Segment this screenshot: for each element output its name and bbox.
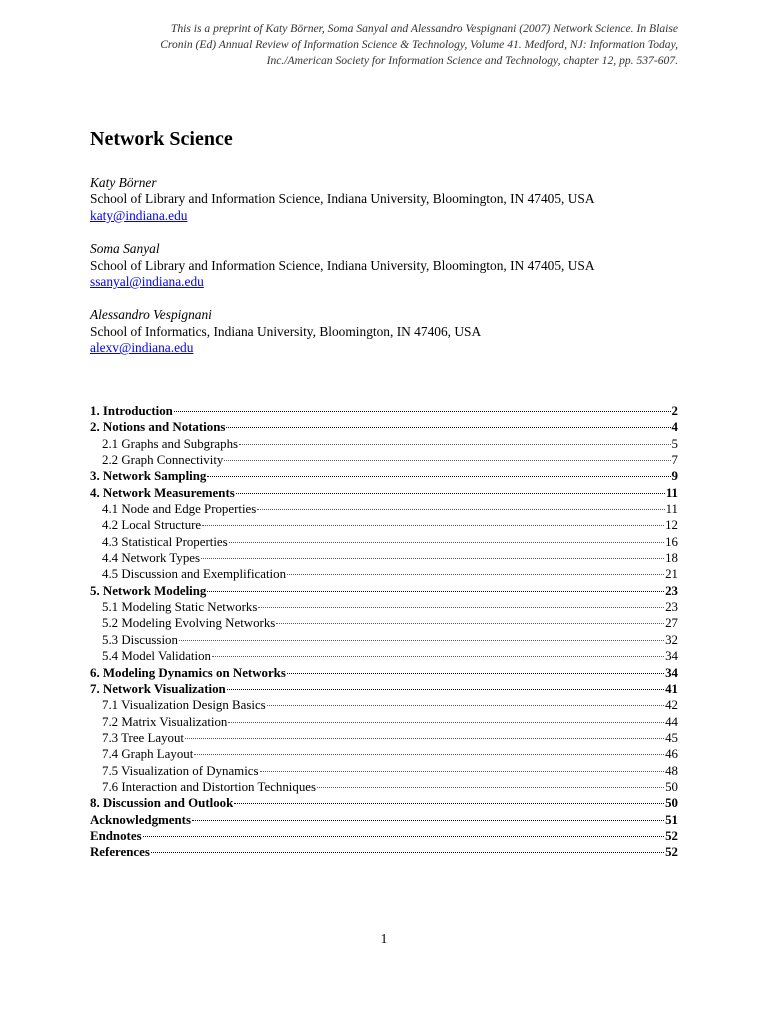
toc-dot-leader: [227, 689, 664, 690]
toc-entry-page: 50: [665, 779, 678, 794]
toc-entry-page: 50: [665, 796, 678, 811]
author-block: [90, 175, 690, 224]
toc-entry[interactable]: [90, 665, 678, 681]
toc-entry-page: 27: [665, 616, 678, 631]
toc-entry[interactable]: [90, 615, 678, 631]
toc-entry-page: 41: [665, 681, 678, 696]
toc-entry-label: 8. Discussion and Outlook: [90, 796, 234, 811]
toc-dot-leader: [151, 852, 664, 853]
toc-entry[interactable]: [90, 779, 678, 795]
toc-entry[interactable]: [90, 501, 678, 517]
toc-entry[interactable]: [90, 419, 678, 435]
toc-entry[interactable]: [90, 485, 678, 501]
author-name: Soma Sanyal: [90, 241, 160, 257]
toc-entry-page: 9: [671, 469, 678, 484]
toc-entry[interactable]: [90, 468, 678, 484]
toc-dot-leader: [258, 607, 664, 608]
toc-dot-leader: [143, 836, 665, 837]
toc-entry-label: 5.1 Modeling Static Networks: [102, 600, 258, 615]
preprint-note-line: This is a preprint of Katy Börner, Soma Sanyal and Alessandro Vespignani (2007) Network Science. In Blaise: [170, 22, 678, 35]
toc-entry-page: 32: [665, 632, 678, 647]
toc-entry-page: 11: [665, 502, 678, 517]
toc-dot-leader: [317, 787, 664, 788]
toc-entry-page: 4: [671, 420, 678, 435]
toc-entry[interactable]: [90, 517, 678, 533]
toc-dot-leader: [185, 738, 664, 739]
preprint-note-line: Cronin (Ed) Annual Review of Information Science & Technology, Volume 41. Medford, NJ: Information Today,: [160, 38, 678, 51]
toc-entry-label: 2.1 Graphs and Subgraphs: [102, 436, 239, 451]
toc-entry-label: 3. Network Sampling: [90, 469, 207, 484]
toc-entry-label: 7.2 Matrix Visualization: [102, 714, 228, 729]
toc-entry[interactable]: [90, 812, 678, 828]
toc-entry-page: 34: [665, 649, 678, 664]
toc-entry[interactable]: [90, 714, 678, 730]
toc-entry[interactable]: [90, 648, 678, 664]
author-affiliation: School of Library and Information Science, Indiana University, Bloomington, IN 47405, USA: [90, 191, 595, 207]
author-affiliation: School of Library and Information Science, Indiana University, Bloomington, IN 47405, USA: [90, 257, 595, 273]
toc-entry[interactable]: [90, 436, 678, 452]
toc-entry-label: 2.2 Graph Connectivity: [102, 453, 224, 468]
toc-entry-page: 23: [665, 583, 678, 598]
toc-dot-leader: [202, 525, 664, 526]
toc-entry-label: 4.5 Discussion and Exemplification: [102, 567, 287, 582]
toc-dot-leader: [276, 623, 664, 624]
toc-entry-page: 44: [665, 714, 678, 729]
toc-entry[interactable]: [90, 583, 678, 599]
table-of-contents: [90, 403, 678, 861]
toc-entry-label: 4.2 Local Structure: [102, 518, 202, 533]
author-name: Katy Börner: [90, 175, 157, 190]
author-block: [90, 307, 690, 356]
toc-entry-page: 52: [665, 845, 678, 860]
toc-entry-page: 5: [671, 436, 678, 451]
toc-entry-label: 4.1 Node and Edge Properties: [102, 502, 257, 517]
toc-entry-label: 7.3 Tree Layout: [102, 730, 184, 745]
author-email-link[interactable]: ssanyal@indiana.edu: [90, 274, 204, 290]
toc-dot-leader: [267, 705, 664, 706]
toc-entry-label: 5.3 Discussion: [102, 632, 178, 647]
toc-entry-label: 7.5 Visualization of Dynamics: [102, 763, 259, 778]
toc-dot-leader: [194, 754, 664, 755]
toc-entry-label: 5.2 Modeling Evolving Networks: [102, 616, 276, 631]
toc-dot-leader: [201, 558, 664, 559]
toc-dot-leader: [287, 574, 664, 575]
author-affiliation: School of Informatics, Indiana University, Bloomington, IN 47406, USA: [90, 323, 482, 339]
toc-entry-label: 7.4 Graph Layout: [102, 747, 194, 762]
toc-entry[interactable]: [90, 550, 678, 566]
author-name: Alessandro Vespignani: [90, 307, 212, 323]
toc-entry[interactable]: [90, 746, 678, 762]
page-number: 1: [380, 931, 388, 946]
toc-entry[interactable]: [90, 763, 678, 779]
toc-dot-leader: [234, 803, 664, 804]
toc-entry-label: 2. Notions and Notations: [90, 420, 226, 435]
toc-entry-page: 2: [671, 404, 678, 418]
toc-entry[interactable]: [90, 681, 678, 697]
toc-entry-label: 4.4 Network Types: [102, 551, 201, 566]
preprint-note-line: Inc./American Society for Information Science and Technology, chapter 12, pp. 537-607.: [266, 54, 678, 67]
toc-entry-label: 7. Network Visualization: [90, 681, 226, 696]
toc-entry[interactable]: [90, 534, 678, 550]
toc-entry-label: 6. Modeling Dynamics on Networks: [90, 665, 286, 680]
toc-entry-page: 12: [665, 518, 678, 533]
toc-entry-label: References: [90, 845, 150, 860]
toc-entry[interactable]: [90, 795, 678, 811]
toc-entry-page: 46: [665, 747, 678, 762]
toc-dot-leader: [224, 460, 670, 461]
toc-entry[interactable]: [90, 566, 678, 582]
toc-entry-page: 34: [665, 665, 678, 680]
toc-entry-page: 42: [665, 698, 678, 713]
toc-entry-page: 23: [665, 600, 678, 615]
toc-entry-label: 7.6 Interaction and Distortion Techniques: [102, 779, 317, 794]
toc-entry-page: 7: [671, 453, 678, 468]
toc-entry-page: 48: [665, 763, 678, 778]
toc-entry-label: 5.4 Model Validation: [102, 649, 211, 664]
toc-dot-leader: [228, 722, 664, 723]
toc-entry[interactable]: [90, 697, 678, 713]
author-email-link[interactable]: katy@indiana.edu: [90, 207, 188, 223]
toc-entry-page: 11: [665, 485, 678, 500]
toc-dot-leader: [260, 771, 665, 772]
toc-entry-label: Endnotes: [90, 828, 142, 843]
toc-entry[interactable]: [90, 599, 678, 615]
toc-dot-leader: [236, 493, 665, 494]
toc-dot-leader: [174, 411, 671, 412]
author-email-link[interactable]: alexv@indiana.edu: [90, 340, 194, 356]
toc-entry-label: 4.3 Statistical Properties: [102, 534, 228, 549]
toc-entry-label: 4. Network Measurements: [90, 485, 235, 500]
toc-dot-leader: [207, 476, 670, 477]
toc-entry-label: 5. Network Modeling: [90, 583, 207, 598]
toc-dot-leader: [287, 673, 664, 674]
toc-entry[interactable]: [90, 844, 678, 860]
author-list: [90, 175, 690, 374]
toc-dot-leader: [226, 427, 670, 428]
toc-dot-leader: [257, 509, 664, 510]
toc-dot-leader: [212, 656, 664, 657]
toc-dot-leader: [229, 542, 664, 543]
toc-entry[interactable]: [90, 632, 678, 648]
toc-dot-leader: [239, 444, 670, 445]
toc-entry[interactable]: [90, 730, 678, 746]
toc-dot-leader: [192, 820, 664, 821]
toc-entry-label: 1. Introduction: [90, 404, 173, 418]
preprint-note: [80, 21, 678, 69]
author-block: [90, 241, 690, 290]
page-title: Network Science: [90, 128, 233, 150]
toc-entry-label: Acknowledgments: [90, 812, 191, 827]
toc-entry-page: 51: [665, 812, 678, 827]
toc-entry[interactable]: [90, 403, 678, 419]
toc-entry-page: 52: [665, 828, 678, 843]
toc-entry-page: 45: [665, 730, 678, 745]
toc-dot-leader: [207, 591, 664, 592]
toc-entry[interactable]: [90, 452, 678, 468]
toc-entry-page: 16: [665, 534, 678, 549]
toc-dot-leader: [179, 640, 664, 641]
toc-entry-page: 18: [665, 551, 678, 566]
toc-entry-label: 7.1 Visualization Design Basics: [102, 698, 266, 713]
toc-entry[interactable]: [90, 828, 678, 844]
toc-entry-page: 21: [665, 567, 678, 582]
